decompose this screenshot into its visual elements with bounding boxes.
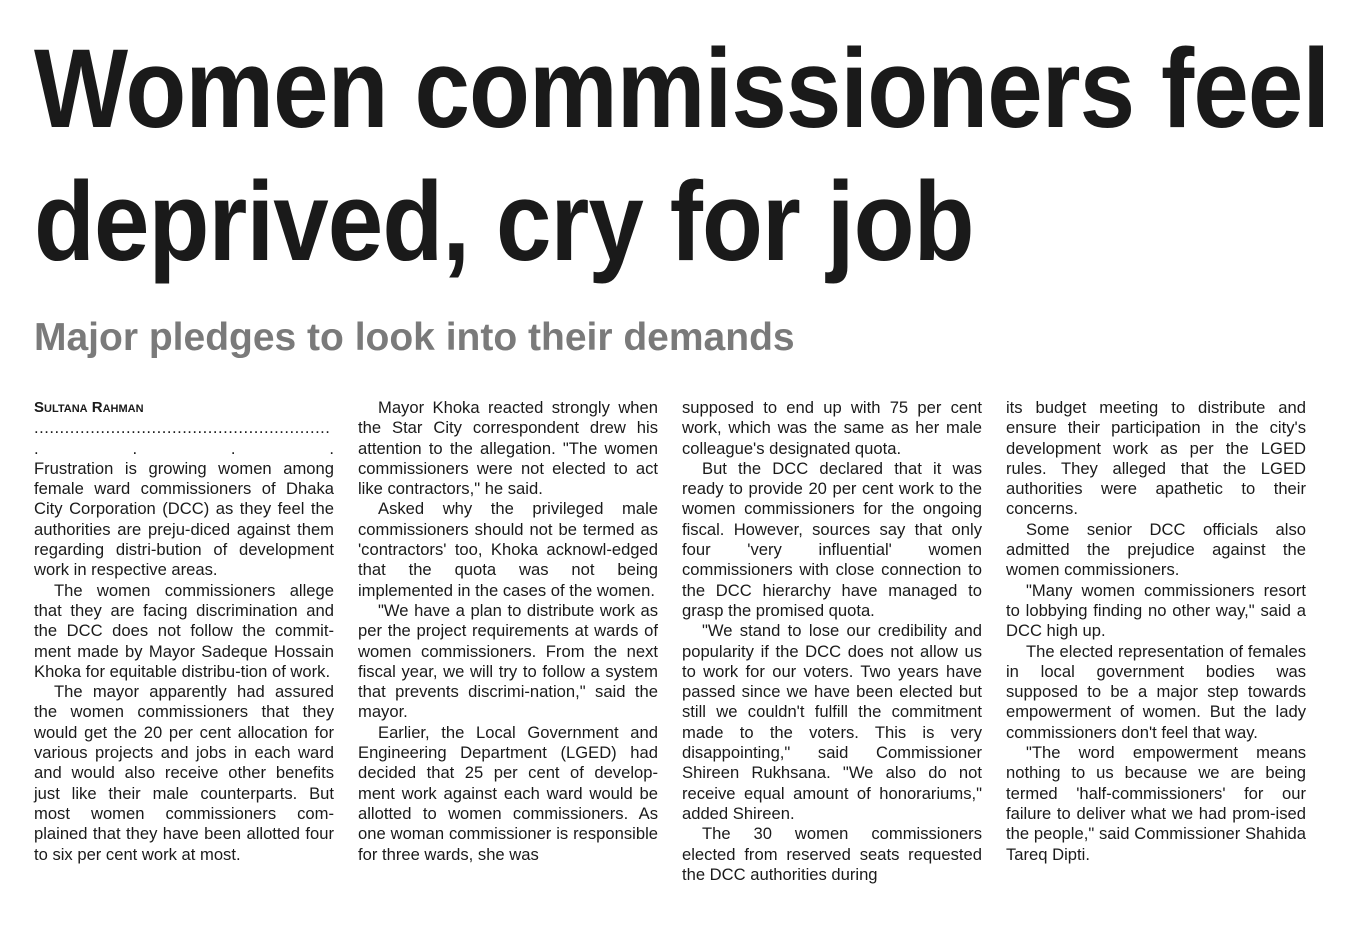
paragraph: The women commissioners allege that they are facing discrimination and the DCC does not follow the commit-ment made by Mayor Sadeque Hossain Khoka for equitable distribu-tion of work.: [34, 580, 334, 681]
paragraph: But the DCC declared that it was ready to provide 20 per cent work to the women commissioners for the ongoing fiscal. However, sources say that only four 'very influential' women commissioners with close connection to the DCC hierarchy have managed to grasp the promised quota.: [682, 458, 982, 620]
paragraph: "The word empowerment means nothing to us because we are being termed 'half-commissioners' for our failure to deliver what we had prom-ised the people," said Commissioner Shahida Tareq Dipti.: [1006, 743, 1306, 864]
subheadline: Major pledges to look into their demands: [34, 316, 795, 359]
byline-dots: [34, 439, 334, 459]
article-column-1: [34, 398, 334, 865]
headline-line-2: deprived, cry for job: [34, 159, 974, 284]
headline-line-1: Women commissioners feel: [34, 26, 1330, 151]
paragraph: Mayor Khoka reacted strongly when the Star City correspondent drew his attention to the allegation. "The women commissioners were not elected to act like contractors," he said.: [358, 398, 658, 499]
paragraph: its budget meeting to distribute and ensure their participation in the city's development work as per the LGED rules. They alleged that the LGED authorities were apathetic to their concerns.: [1006, 398, 1306, 519]
paragraph: Asked why the privileged male commissioners should not be termed as 'contractors' too, Khoka acknowl-edged that the quota was not being implemented in the cases of the women.: [358, 499, 658, 600]
paragraph: Frustration is growing women among female ward commissioners of Dhaka City Corporation (DCC) as they feel the authorities are preju-diced against them regarding distri-bution of development work in respective areas.: [34, 458, 334, 580]
paragraph: "We have a plan to distribute work as per the project requirements at wards of women commissioners. From the next fiscal year, we will try to follow a system that prevents discrimi-nation," said the mayor.: [358, 600, 658, 722]
dot: .: [132, 438, 138, 458]
paragraph: supposed to end up with 75 per cent work, which was the same as her male colleague's designated quota.: [682, 398, 982, 458]
byline-rule: ..........................................................: [34, 418, 331, 438]
headline: [34, 22, 1330, 288]
dot: .: [329, 438, 334, 458]
paragraph: "We stand to lose our credibility and popularity if the DCC does not allow us to work for our voters. Two years have passed since we have been elected but still we couldn't fulfill the commitment made to the voters. This is very disappointing," said Commissioner Shireen Rukhsana. "We also do not receive equal amount of honorariums," added Shireen.: [682, 621, 982, 823]
byline: Sultana Rahman: [34, 399, 144, 416]
dot: .: [34, 438, 39, 458]
paragraph: Some senior DCC officials also admitted the prejudice against the women commissioners.: [1006, 519, 1306, 580]
paragraph: Earlier, the Local Government and Engineering Department (LGED) had decided that 25 per cent of develop-ment work against each ward would be allotted to women commissioners. As one woman commissioner is responsible for three wards, she was: [358, 722, 658, 864]
article-column-2: [358, 398, 658, 865]
dot: .: [230, 438, 236, 458]
paragraph: The elected representation of females in local government bodies was supposed to be a major step towards empowerment of women. But the lady commissioners don't feel that way.: [1006, 641, 1306, 742]
paragraph: The mayor apparently had assured the women commissioners that they would get the 20 per cent allocation for various projects and jobs in each ward and would also receive other benefits just like their male counterparts. But most women commissioners com-plained that they have been allotted four to six per cent work at most.: [34, 682, 334, 864]
paragraph: "Many women commissioners resort to lobbying finding no other way," said a DCC high up.: [1006, 580, 1306, 641]
article-column-4: [1006, 398, 1306, 865]
paragraph: The 30 women commissioners elected from reserved seats requested the DCC authorities during: [682, 824, 982, 884]
article-column-3: [682, 398, 982, 885]
